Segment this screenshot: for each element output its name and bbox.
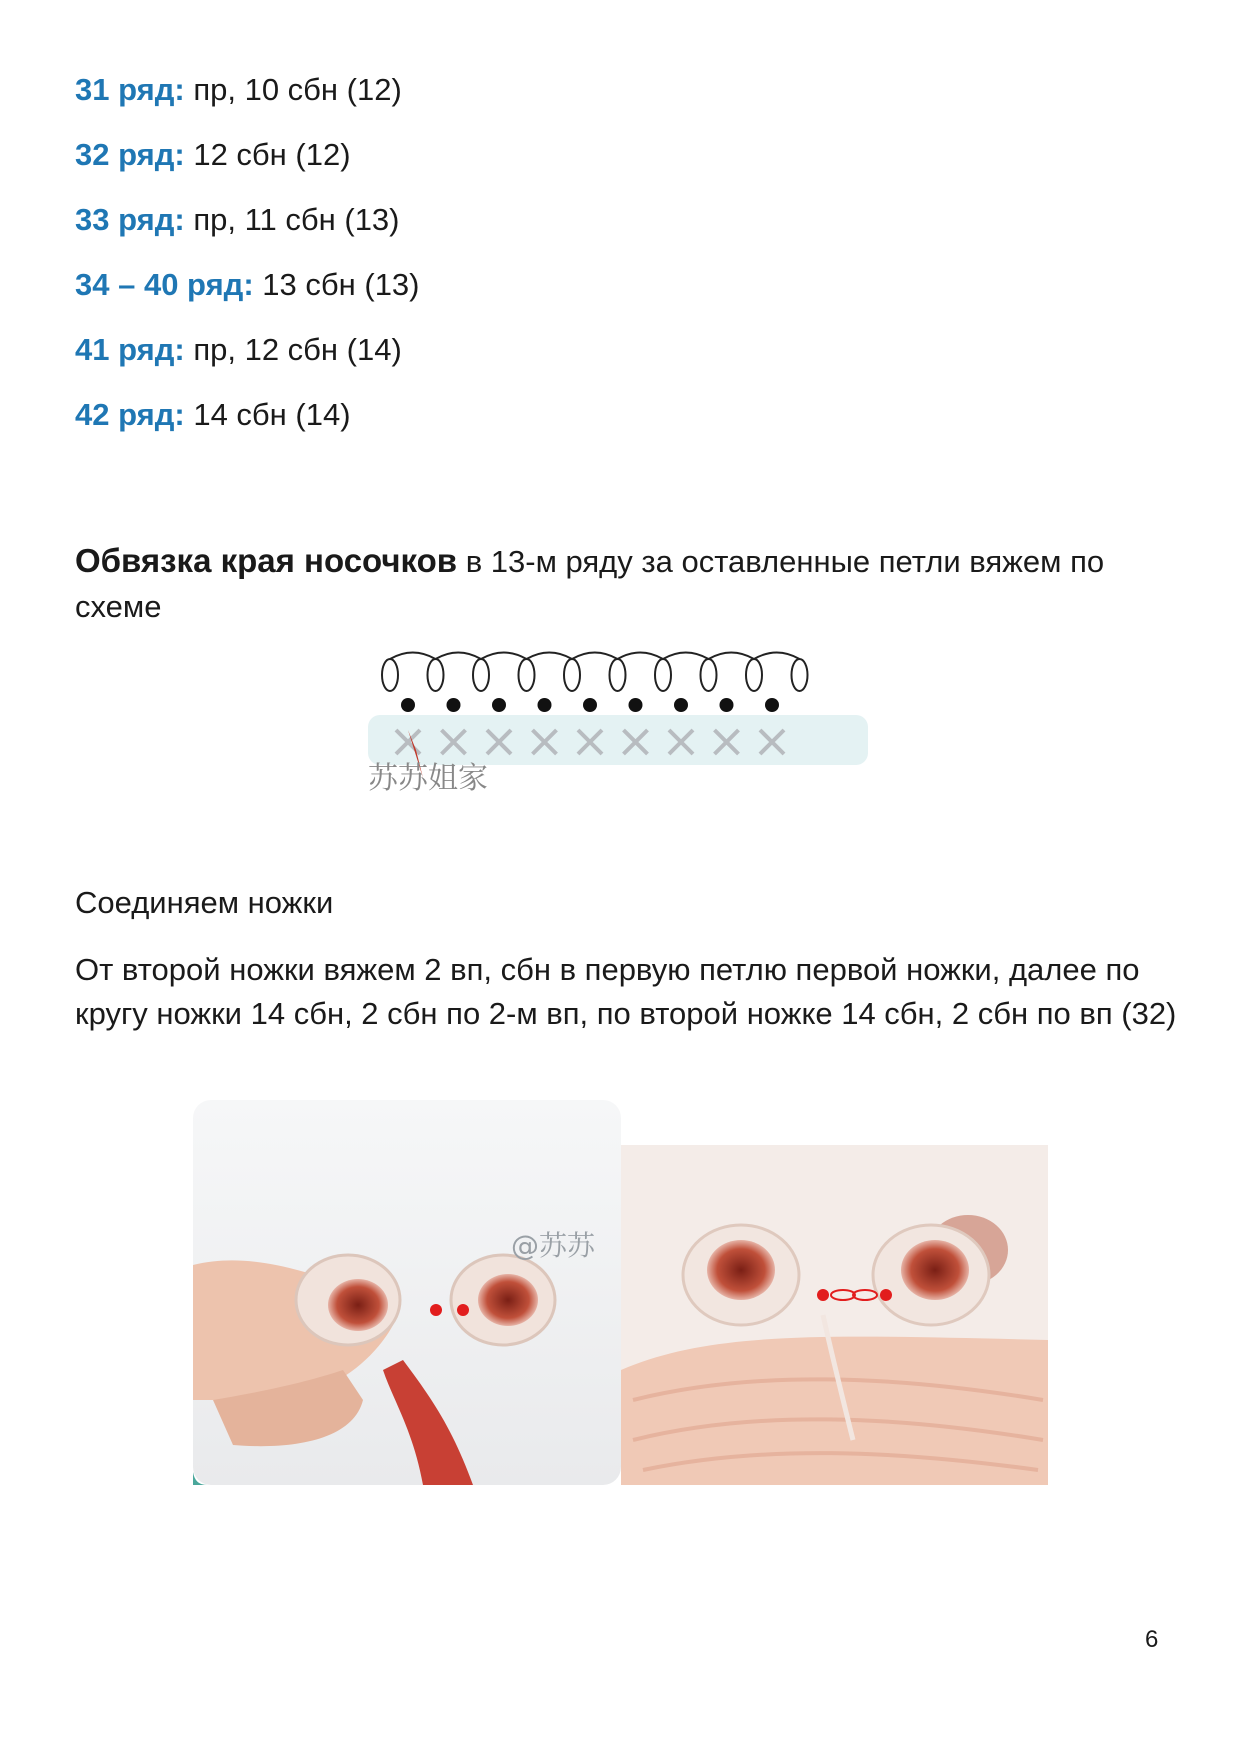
row-text: пр, 11 сбн (13) (184, 202, 400, 237)
diagram-band (368, 715, 868, 765)
row-label: 41 ряд: (75, 332, 185, 367)
diagram-watermark: 苏苏姐家 (368, 761, 488, 796)
slip-stitch-dot (765, 698, 779, 712)
slip-stitch-dot (629, 698, 643, 712)
slip-stitch-dot (447, 698, 461, 712)
chain-arc-mark (572, 653, 618, 660)
slip-stitch-dot (583, 698, 597, 712)
row-label: 31 ряд: (75, 72, 185, 107)
chain-arc-mark (390, 653, 436, 660)
row-instruction (75, 200, 1075, 240)
chain-arc-mark (527, 653, 573, 660)
edging-paragraph (75, 538, 1185, 629)
row-label: 32 ряд: (75, 137, 185, 172)
edging-title: Обвязка края носочков (75, 542, 458, 579)
photo-pair (193, 1100, 1048, 1485)
chain-loop-mark (519, 659, 535, 691)
row-instruction (75, 395, 1075, 435)
join-text: От второй ножки вяжем 2 вп, сбн в первую петлю первой ножки, далее по кругу ножки 14 сбн, 2 сбн по 2-м вп, по второй ножке 14 сбн, 2 сбн по вп (32) (75, 952, 1177, 1031)
chain-loop-mark (701, 659, 717, 691)
row-text: 14 сбн (14) (184, 397, 351, 432)
chain-arc-mark (663, 653, 709, 660)
chain-loop-mark (746, 659, 762, 691)
row-label: 33 ряд: (75, 202, 185, 237)
row-text: 12 сбн (12) (184, 137, 351, 172)
chain-arc-mark (436, 653, 482, 660)
chain-loop-mark (473, 659, 489, 691)
chain-loop-mark (428, 659, 444, 691)
chain-loop-mark (655, 659, 671, 691)
slip-stitch-dot (538, 698, 552, 712)
row-text: 13 сбн (13) (253, 267, 420, 302)
photo-right (621, 1145, 1048, 1485)
row-text: пр, 12 сбн (14) (184, 332, 402, 367)
slip-stitch-dot (492, 698, 506, 712)
row-instruction (75, 330, 1075, 370)
row-text: пр, 10 сбн (12) (184, 72, 402, 107)
photo-watermark: @苏苏 (511, 1229, 596, 1262)
chain-arc-mark (618, 653, 664, 660)
slip-stitch-dot (401, 698, 415, 712)
edging-text: в 13-м ряду за оставленные петли вяжем по схеме (75, 544, 1105, 624)
chain-arc-mark (481, 653, 527, 660)
page-number: 6 (1145, 1626, 1159, 1653)
chain-loop-mark (610, 659, 626, 691)
slip-stitch-dot (720, 698, 734, 712)
chain-arc-mark (709, 653, 755, 660)
row-instruction (75, 70, 1075, 110)
slip-stitch-dot (674, 698, 688, 712)
chain-loop-mark (382, 659, 398, 691)
chain-loop-mark (564, 659, 580, 691)
join-title: Соединяем ножки (75, 885, 334, 920)
photo-left (193, 1100, 621, 1485)
row-label: 42 ряд: (75, 397, 185, 432)
chain-loop-mark (792, 659, 808, 691)
row-instruction (75, 135, 1075, 175)
row-instruction (75, 265, 1075, 305)
stitch-diagram (368, 650, 873, 800)
chain-arc-mark (754, 653, 800, 660)
row-label: 34 – 40 ряд: (75, 267, 254, 302)
row-list (75, 70, 1075, 460)
